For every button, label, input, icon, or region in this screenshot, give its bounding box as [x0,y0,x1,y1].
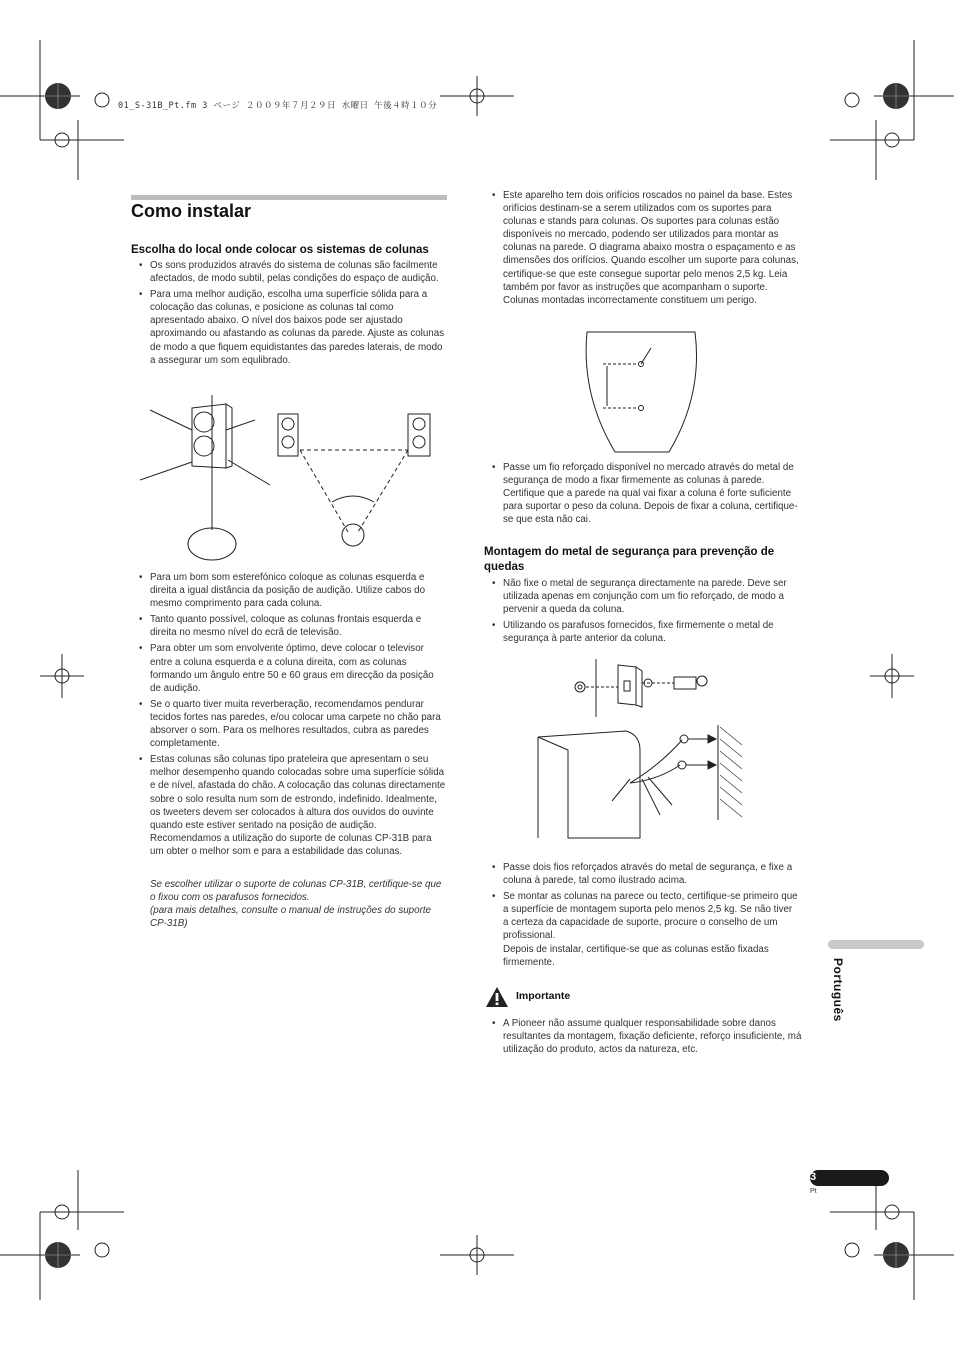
speaker-placement-diagram [140,390,440,570]
safety-bullets-b [484,861,800,972]
after-install-text: Depois de instalar, certifique-se que as colunas estão fixadas firmemente. [503,943,769,968]
stand-note-text: Se escolher utilizar o suporte de colunas CP-31B, certifique-se que o fixou com os parafusos fornecidos. [150,879,442,904]
list-item [484,890,800,969]
list-item: • Utilizando os parafusos fornecidos, fixe firmemente o metal de segurança à parte anterior da coluna. [484,619,800,645]
stand-note-detail: (para mais detalhes, consulte o manual de instruções do suporte CP-31B) [150,905,432,930]
location-bullets-b [131,571,447,861]
language-label: Português [831,958,845,1022]
list-item: • Para um bom som esterefónico coloque as colunas esquerda e direita a igual distância da posição de audição. Utilize cabos do mesmo comprimento para cada coluna. [131,571,447,610]
page-lang-code: Pt [810,1188,817,1195]
important-label: Importante [516,990,571,1002]
list-item: • Estas colunas são colunas tipo prateleira que apresentam o seu melhor desempenho quando colocadas sobre uma superfície sólida e de nível, afastada do chão. A colocação das colunas directamente sobre o solo resulta num som de estrondo, indefinido. Idealmente, os tweeters devem ser colocados à altura dos ouvidos do ouvinte quando este estiver sentado na posição de audição. Recomendamos a utilização do suporte de colunas CP-31B para um obter o melhor som e para a estabilidade das colunas. [131,753,447,858]
wire-bullet [484,461,800,529]
list-item: • Os sons produzidos através do sistema de colunas são facilmente afectados, de modo subtil, pelas condições do espaço de audição. [131,259,447,285]
page-title: Como instalar [131,201,252,221]
page-number: 3 [810,1171,817,1183]
list-item: • Passe um fio reforçado disponível no mercado através do metal de segurança de modo a fixar firmemente as colunas à parede. Certifique que a parede na qual vai fixar a coluna é forte suficiente para suportar o peso da coluna. Depois de fixar a coluna, certifique-se que esta não cai. [484,461,800,526]
list-item: • Para uma melhor audição, escolha uma superfície sólida para a colocação das colunas, e posicione as colunas tal como apresentado abaixo. O nível dos baixos pode ser ajustado aproximando ou afastando as colunas da parede. Ajuste as colunas de modo a que fiquem equidistantes das paredes laterais, de modo a assegurar um som equlibrado. [131,288,447,367]
important-bullets [484,1017,802,1059]
title-bar [131,195,447,200]
list-item: • Não fixe o metal de segurança directamente na parede. Deve ser utilizada apenas em conjunção com um fio reforçado, de modo a pervenir a queda da coluna. [484,577,800,616]
section-heading-location: Escolha do local onde colocar os sistemas de colunas [131,244,429,256]
base-holes-diagram [585,330,700,455]
list-item: • A Pioneer não assume qualquer responsabilidade sobre danos resultantes da montagem, fixação deficiente, reforço insuficiente, má utilização do produto, actos da natureza, etc. [484,1017,802,1056]
safety-bullets-a [484,577,800,648]
section-heading-safety: Montagem do metal de segurança para prevenção de quedas [484,546,775,573]
mounting-holes-bullet [484,189,800,310]
file-header: 01_S-31B_Pt.fm 3 ページ ２００９年７月２９日 水曜日 午後４時１０分 [118,101,438,111]
mounting-surface-text: Se montar as colunas na parece ou tecto, certifique-se primeiro que a superfície de montagem suporta pelo menos 2,5 kg. Se não tiver a certeza da capacidade de suporte, procure o conselho de um profissional. [503,891,798,942]
list-item: • Este aparelho tem dois orifícios roscados no painel da base. Estes orifícios destinam-se a serem utilizados com os suportes para colunas e stands para colunas. Os suportes para colunas estão disponíveis no mercado, podendo ser utilizados para montar as colunas na parede. O diagrama abaixo mostra o espaçamento e as dimensões dos orifícios. Quando escolher um suporte para colunas, certifique-se que este consegue suportar pelo menos 2,5 kg. Leia também por favor as instruções que acompanham o suporte. Colunas montadas incorrectamente constituem um perigo. [484,189,800,307]
stand-note [150,878,448,930]
list-item: • Para obter um som envolvente óptimo, deve colocar o televisor entre a coluna esquerda e a coluna direita, com as colunas formando um ângulo entre 50 e 60 graus em direcção da posição de audição. [131,642,447,694]
language-tab-bar [828,940,924,949]
list-item: • Se o quarto tiver muita reverberação, recomendamos pendurar tecidos fortes nas paredes, e/ou colocar uma carpete no chão para absorver o som. Para os melhores resultados, cubra as paredes completamente. [131,698,447,750]
safety-bracket-diagram [530,655,745,850]
list-item: • Passe dois fios reforçados através do metal de segurança, e fixe a coluna à parede, tal como ilustrado acima. [484,861,800,887]
list-item: • Tanto quanto possível, coloque as colunas frontais esquerda e direita no mesmo nível do ecrã de televisão. [131,613,447,639]
warning-icon [485,986,509,1008]
page-number-pill [810,1170,889,1186]
location-bullets-a [131,259,447,370]
